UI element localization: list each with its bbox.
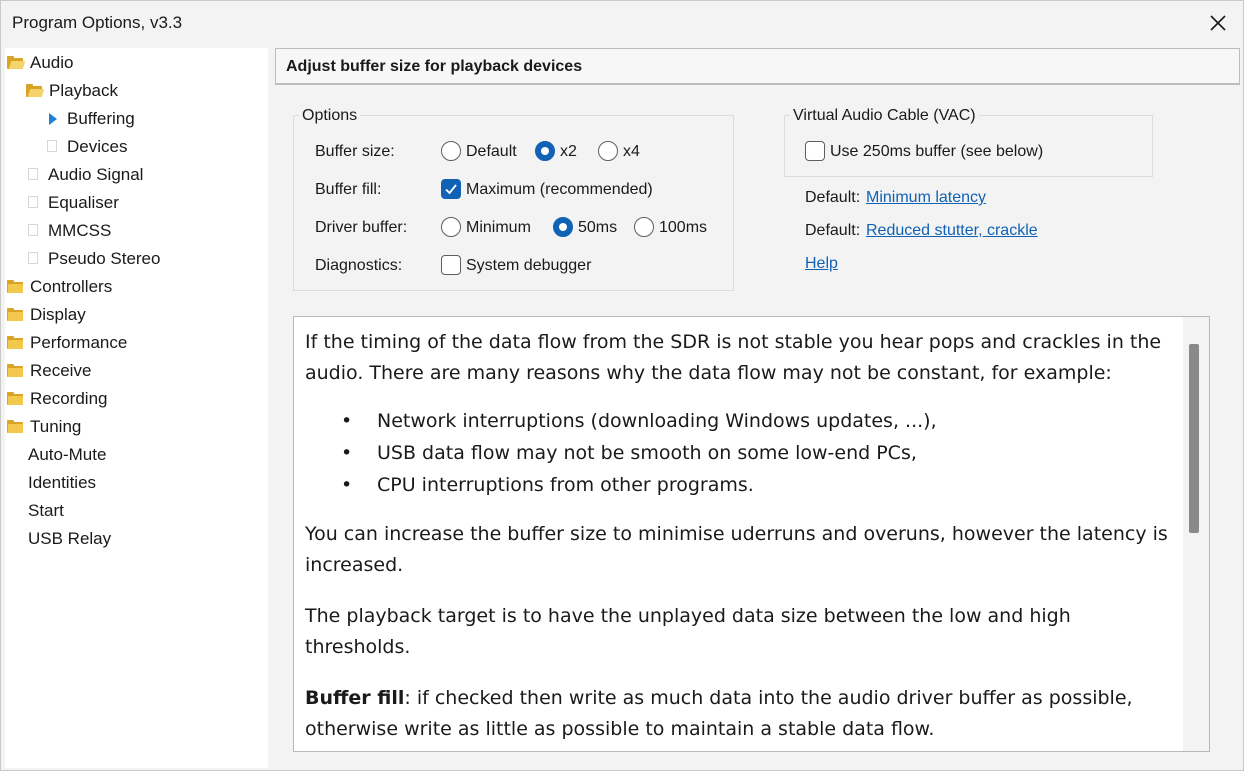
folder-icon bbox=[7, 420, 25, 434]
system-debugger-checkbox[interactable] bbox=[441, 255, 461, 275]
tree-item-label: Pseudo Stereo bbox=[48, 249, 161, 268]
page-header bbox=[275, 48, 1240, 85]
page-icon bbox=[25, 196, 43, 210]
tree-item-label: Display bbox=[30, 305, 86, 324]
tree-item-pseudo-stereo[interactable] bbox=[25, 245, 160, 273]
tree-item-label: Tuning bbox=[30, 417, 82, 436]
folder-open-icon bbox=[7, 56, 25, 70]
main-panel bbox=[273, 48, 1241, 768]
driver-buffer-minimum-label[interactable]: Minimum bbox=[466, 219, 531, 236]
tree-item-label: USB Relay bbox=[28, 529, 112, 548]
page-icon bbox=[25, 168, 43, 182]
scrollbar-thumb[interactable] bbox=[1189, 344, 1199, 533]
options-tree bbox=[5, 48, 268, 768]
buffer-size-x4-radio[interactable] bbox=[598, 141, 618, 161]
folder-icon bbox=[7, 336, 25, 350]
tree-item-recording[interactable] bbox=[7, 385, 108, 413]
window-title: Program Options, v3.3 bbox=[12, 13, 183, 32]
buffer-size-x2-label[interactable]: x2 bbox=[560, 143, 577, 160]
driver-buffer-100ms-label[interactable]: 100ms bbox=[659, 219, 708, 236]
close-icon bbox=[1209, 14, 1227, 32]
tree-item-label: Audio Signal bbox=[48, 165, 144, 184]
buffer-fill-checkbox-label[interactable]: Maximum (recommended) bbox=[466, 181, 653, 198]
help-bullet-list bbox=[305, 405, 1175, 501]
tree-item-devices[interactable] bbox=[44, 133, 127, 161]
buffer-size-default-label[interactable]: Default bbox=[466, 143, 517, 160]
tree-item-label: Auto-Mute bbox=[28, 445, 107, 464]
tree-item-playback[interactable] bbox=[26, 77, 118, 105]
tree-item-identities[interactable] bbox=[28, 469, 96, 497]
vac-250ms-label[interactable]: Use 250ms buffer (see below) bbox=[830, 143, 1044, 160]
page-icon bbox=[25, 224, 43, 238]
tree-item-label: Playback bbox=[49, 81, 118, 100]
help-paragraph: You can increase the buffer size to minimise uderruns and overuns, however the latency is increased. bbox=[305, 523, 1168, 576]
tree-item-display[interactable] bbox=[7, 301, 86, 329]
close-button[interactable] bbox=[1193, 1, 1243, 45]
title-bar bbox=[1, 1, 1243, 47]
tree-item-label: Devices bbox=[67, 137, 128, 156]
tree-item-start[interactable] bbox=[28, 497, 64, 525]
help-paragraph bbox=[305, 683, 1175, 745]
scrollbar[interactable] bbox=[1183, 317, 1209, 751]
default-prefix-1: Default: bbox=[805, 189, 861, 206]
help-paragraph: The playback target is to have the unplayed data size between the low and high thresholds. bbox=[305, 605, 1071, 658]
list-item: • CPU interruptions from other programs. bbox=[305, 469, 1175, 501]
help-link[interactable]: Help bbox=[805, 255, 838, 272]
tree-item-equaliser[interactable] bbox=[25, 189, 119, 217]
folder-icon bbox=[7, 308, 25, 322]
tree-item-label: Identities bbox=[28, 473, 97, 492]
help-paragraph-rest: : if checked then write as much data into the audio driver buffer as possible, otherwise write as little as possible to maintain a stable data flow. bbox=[305, 687, 1133, 740]
tree-item-performance[interactable] bbox=[7, 329, 127, 357]
help-text-panel[interactable] bbox=[293, 316, 1210, 752]
list-item: • Network interruptions (downloading Windows updates, ...), bbox=[305, 405, 1175, 437]
tree-item-tuning[interactable] bbox=[7, 413, 81, 441]
minimum-latency-link[interactable]: Minimum latency bbox=[866, 189, 987, 206]
tree-item-audio-signal[interactable] bbox=[25, 161, 143, 189]
tree-item-label: MMCSS bbox=[48, 221, 112, 240]
tree-item-receive[interactable] bbox=[7, 357, 91, 385]
tree-item-label: Audio bbox=[30, 53, 74, 72]
options-group-title: Options bbox=[299, 107, 360, 125]
tree-item-usb-relay[interactable] bbox=[28, 525, 111, 553]
page-icon bbox=[44, 140, 62, 154]
tree-item-label: Controllers bbox=[30, 277, 113, 296]
buffer-fill-checkbox[interactable] bbox=[441, 179, 461, 199]
buffer-size-default-radio[interactable] bbox=[441, 141, 461, 161]
default-prefix-2: Default: bbox=[805, 222, 861, 239]
tree-item-mmcss[interactable] bbox=[25, 217, 111, 245]
folder-icon bbox=[7, 392, 25, 406]
driver-buffer-100ms-radio[interactable] bbox=[634, 217, 654, 237]
vac-group-title: Virtual Audio Cable (VAC) bbox=[790, 107, 979, 125]
help-paragraph: If the timing of the data flow from the SDR is not stable you hear pops and crackles in the audio. There are many reasons why the data flow may not be constant, for example: bbox=[305, 331, 1162, 384]
tree-item-label: Start bbox=[28, 501, 64, 520]
diagnostics-label: Diagnostics: bbox=[315, 257, 403, 274]
page-title: Adjust buffer size for playback devices bbox=[286, 58, 583, 75]
tree-item-label: Performance bbox=[30, 333, 128, 352]
buffer-size-x2-radio[interactable] bbox=[535, 141, 555, 161]
tree-item-label: Buffering bbox=[67, 109, 135, 128]
tree-item-controllers[interactable] bbox=[7, 273, 112, 301]
help-text bbox=[305, 327, 1175, 752]
tree-item-label: Equaliser bbox=[48, 193, 119, 212]
reduced-stutter-link[interactable]: Reduced stutter, crackle bbox=[866, 222, 1038, 239]
list-item: • USB data flow may not be smooth on some low-end PCs, bbox=[305, 437, 1175, 469]
buffer-size-label: Buffer size: bbox=[315, 143, 395, 160]
tree-item-audio[interactable] bbox=[7, 49, 73, 77]
tree-item-label: Recording bbox=[30, 389, 108, 408]
system-debugger-label[interactable]: System debugger bbox=[466, 257, 592, 274]
page-icon bbox=[25, 252, 43, 266]
checkmark-icon bbox=[442, 180, 460, 198]
buffer-size-x4-label[interactable]: x4 bbox=[623, 143, 640, 160]
help-bold-term: Buffer fill bbox=[305, 687, 405, 709]
driver-buffer-minimum-radio[interactable] bbox=[441, 217, 461, 237]
folder-icon bbox=[7, 280, 25, 294]
tree-item-auto-mute[interactable] bbox=[28, 441, 106, 469]
driver-buffer-label: Driver buffer: bbox=[315, 219, 408, 236]
folder-open-icon bbox=[26, 84, 44, 98]
buffer-fill-label: Buffer fill: bbox=[315, 181, 382, 198]
driver-buffer-50ms-radio[interactable] bbox=[553, 217, 573, 237]
vac-250ms-checkbox[interactable] bbox=[805, 141, 825, 161]
tree-item-label: Receive bbox=[30, 361, 92, 380]
folder-icon bbox=[7, 364, 25, 378]
driver-buffer-50ms-label[interactable]: 50ms bbox=[578, 219, 618, 236]
tree-item-buffering[interactable] bbox=[44, 105, 135, 133]
arrow-selected-icon bbox=[44, 112, 62, 126]
